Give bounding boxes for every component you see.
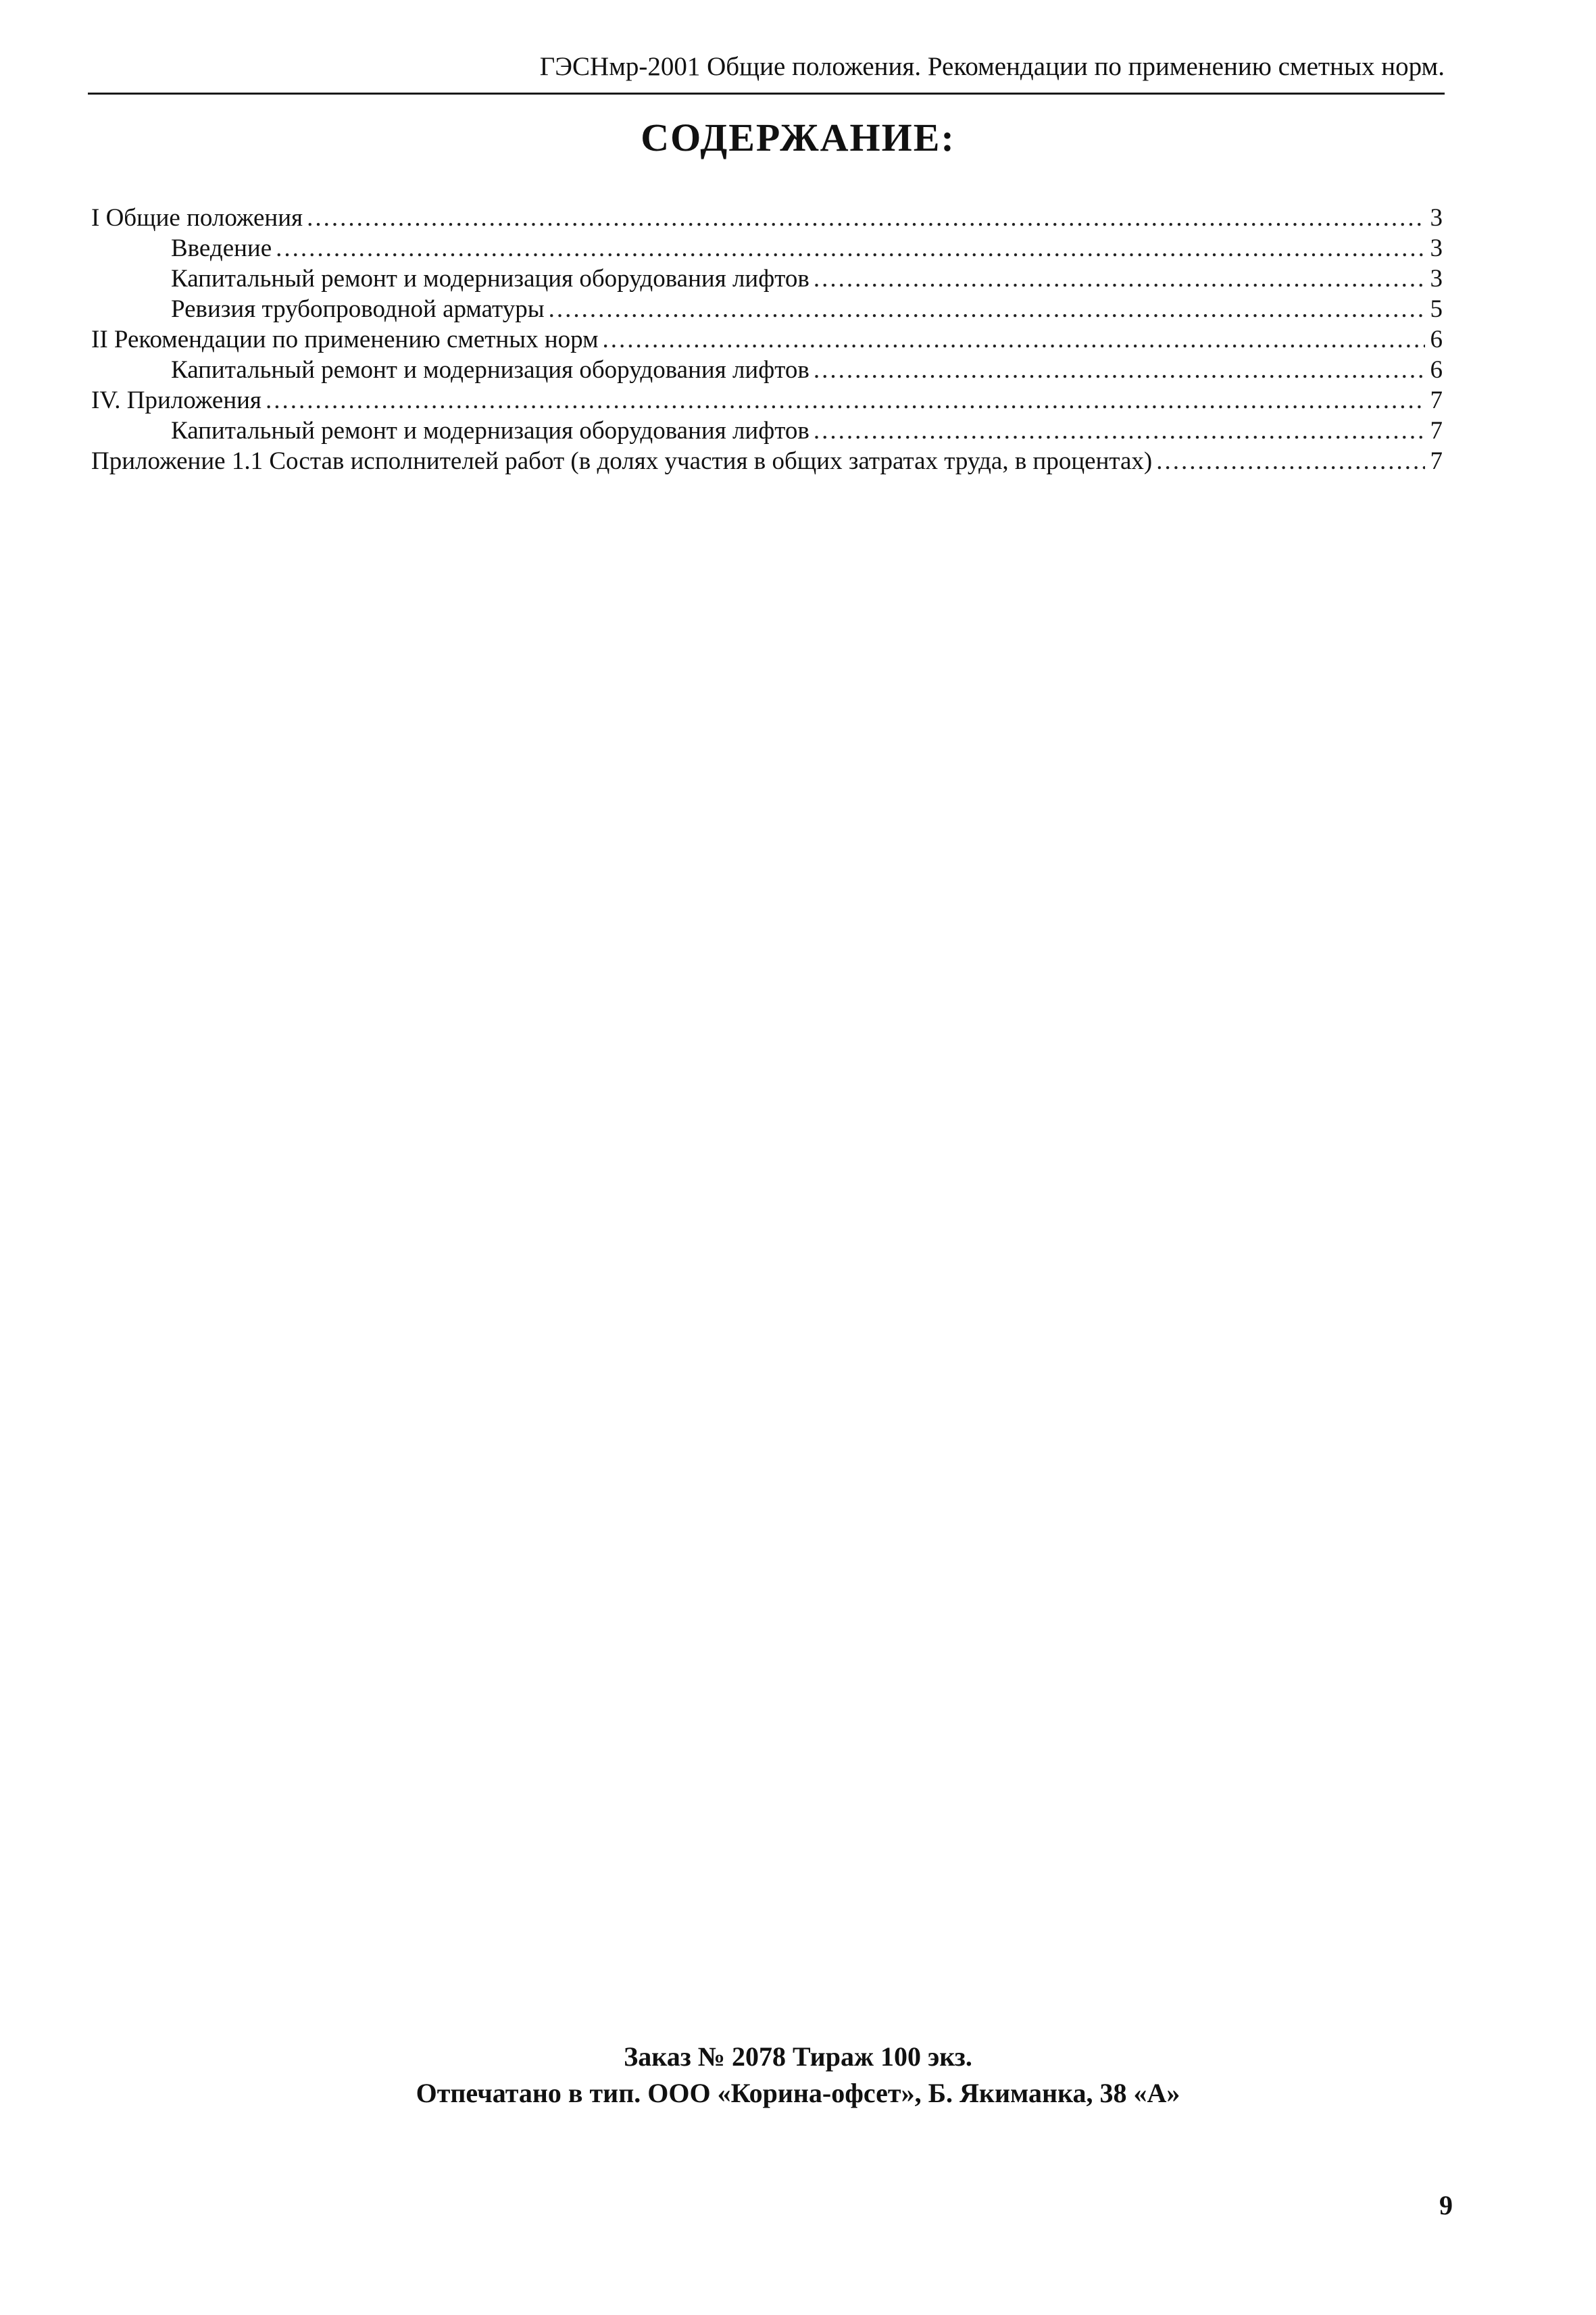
toc-entry-label: Капитальный ремонт и модернизация оборудования лифтов — [171, 265, 809, 293]
toc-entry-pipeline-valves[interactable] — [91, 294, 1443, 324]
toc-entry-page: 5 — [1430, 295, 1443, 323]
toc-entry-introduction[interactable] — [91, 233, 1443, 264]
running-header-text: ГЭСНмр-2001 Общие положения. Рекомендации по применению сметных норм. — [539, 52, 1445, 81]
page-number: 9 — [1439, 2190, 1453, 2220]
table-of-contents — [91, 203, 1443, 476]
toc-entry-general-provisions[interactable] — [91, 203, 1443, 233]
toc-entry-page: 7 — [1430, 447, 1443, 475]
toc-entry-label: Приложение 1.1 Состав исполнителей работ (в долях участия в общих затратах труда, в процентах) — [91, 447, 1153, 475]
toc-entry-label: Ревизия трубопроводной арматуры — [171, 295, 545, 323]
printing-house-line: Отпечатано в тип. ООО «Корина-офсет», Б. Якиманка, 38 «А» — [416, 2078, 1180, 2108]
toc-entry-appendices[interactable] — [91, 385, 1443, 416]
running-header — [88, 51, 1445, 95]
toc-entry-appendix-1-1[interactable] — [91, 446, 1443, 476]
toc-entry-page: 6 — [1430, 326, 1443, 353]
toc-entry-page: 7 — [1430, 387, 1443, 414]
print-imprint — [0, 2039, 1596, 2112]
toc-entry-page: 7 — [1430, 417, 1443, 445]
toc-dot-leader — [814, 355, 1425, 385]
toc-entry-label: Капитальный ремонт и модернизация оборудования лифтов — [171, 417, 809, 445]
toc-entry-page: 3 — [1430, 265, 1443, 293]
toc-entry-label: Капитальный ремонт и модернизация оборудования лифтов — [171, 356, 809, 384]
toc-dot-leader — [276, 233, 1425, 264]
toc-dot-leader — [549, 294, 1425, 324]
toc-entry-label: IV. Приложения — [91, 387, 261, 414]
toc-dot-leader — [814, 264, 1425, 294]
toc-dot-leader — [266, 385, 1425, 416]
toc-entry-elevator-repair[interactable] — [91, 264, 1443, 294]
toc-dot-leader — [1156, 446, 1425, 476]
toc-dot-leader — [307, 203, 1425, 233]
toc-entry-elevator-repair-appendix[interactable] — [91, 416, 1443, 446]
order-circulation-line: Заказ № 2078 Тираж 100 экз. — [624, 2041, 972, 2072]
toc-entry-page: 3 — [1430, 204, 1443, 232]
toc-entry-recommendations[interactable] — [91, 324, 1443, 355]
toc-entry-label: I Общие положения — [91, 204, 303, 232]
toc-dot-leader — [814, 416, 1425, 446]
page-title: СОДЕРЖАНИЕ: — [641, 116, 955, 159]
toc-entry-label: II Рекомендации по применению сметных норм — [91, 326, 599, 353]
toc-entry-elevator-repair-recommendations[interactable] — [91, 355, 1443, 385]
toc-entry-page: 6 — [1430, 356, 1443, 384]
toc-entry-label: Введение — [171, 234, 272, 262]
toc-dot-leader — [603, 324, 1425, 355]
toc-entry-page: 3 — [1430, 234, 1443, 262]
